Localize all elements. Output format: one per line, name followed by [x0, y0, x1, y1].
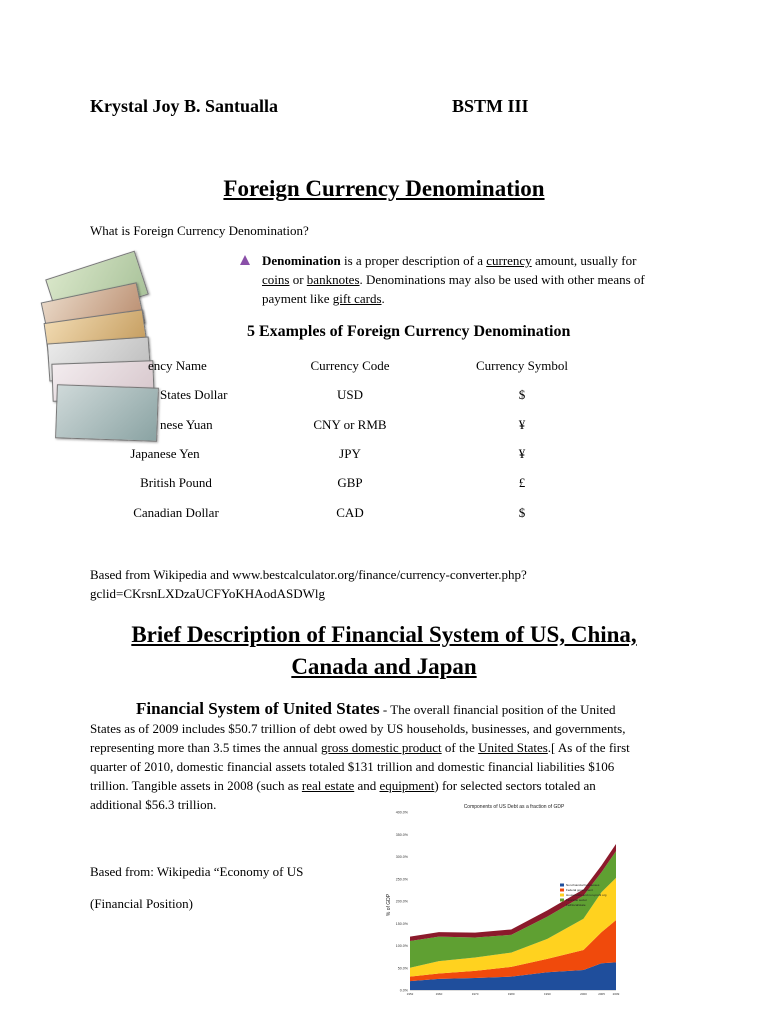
definition-paragraph: Denomination is a proper description of a currency amount, usually for coins or banknotes. Denominations may also be used with other means of payment like gift cards. [262, 253, 645, 306]
link-currency[interactable]: currency [486, 253, 532, 268]
legend-swatch [560, 904, 564, 907]
x-tick-label: 1952 [406, 992, 414, 996]
source2-line-1: Based from: Wikipedia “Economy of US [90, 864, 304, 879]
section-title-line-1: Brief Description of Financial System of US, China, [131, 622, 637, 647]
link-real-estate[interactable]: real estate [301, 778, 355, 793]
link-united-states[interactable]: United States [478, 740, 548, 755]
chart-title: Components of US Debt as a fraction of GDP [463, 804, 565, 810]
legend-label: Federal government [566, 888, 593, 892]
table-cell: nese Yuan [160, 417, 213, 432]
table-cell: Canadian Dollar [133, 505, 219, 520]
table-cell: GBP [337, 475, 363, 490]
y-tick-label: 0.0% [399, 988, 408, 993]
us-paragraph: Financial System of United States - The overall financial position of the United States as of 2009 includes $50.7 trillion of debt owed by US households, businesses, and governments, representing more than 3.5 times the annual gross domestic product of the United States.[ As of the first quarter of 2010, domestic financial assets totaled $131 trillion and domestic financial liabilities $106 trillion. Tangible assets in 2008 (such as real estate and equipment) for selected sectors totaled an additional $56.3 trillion. [90, 699, 630, 812]
x-tick-label: 1980 [507, 992, 515, 996]
us-debt-chart [384, 800, 618, 998]
legend-swatch [560, 889, 564, 892]
source-line-1: Based from Wikipedia and www.bestcalculator.org/finance/currency-converter.php? [90, 567, 527, 582]
legend-label: Households and non-profit org [566, 893, 607, 897]
x-tick-label: 2000 [580, 992, 587, 996]
table-cell: CNY or RMB [313, 417, 387, 432]
bullet-icon [240, 255, 250, 265]
legend-swatch [560, 884, 564, 887]
x-tick-label: 2009 [612, 992, 620, 996]
table-cell: USD [336, 387, 363, 402]
x-tick-label: 1970 [471, 992, 479, 996]
table-cell: British Pound [140, 475, 212, 490]
author-name: Krystal Joy B. Santualla [90, 96, 279, 116]
banknotes-image [38, 258, 160, 450]
y-tick-label: 100.0% [395, 944, 408, 948]
legend-label: Non-financial businesses [566, 883, 600, 887]
source-line-2: gclid=CKrsnLXDzaUCFYoKHAodASDWlg [90, 586, 325, 601]
table-cell: Japanese Yen [130, 446, 200, 461]
table-cell: ¥ [518, 417, 526, 432]
y-tick-label: 400.0% [395, 810, 408, 815]
link-coins[interactable]: coins [262, 272, 290, 287]
col-header-name: ency Name [148, 358, 207, 373]
y-tick-label: 350.0% [395, 832, 408, 837]
table-cell: CAD [336, 505, 364, 520]
link-gift-cards[interactable]: gift cards [332, 291, 382, 306]
table-cell: $ [518, 387, 526, 402]
chart-ylabel: % of GDP [386, 893, 392, 917]
chart-svg [384, 800, 618, 998]
table-cell: States Dollar [160, 387, 228, 402]
link-banknotes[interactable]: banknotes [306, 272, 360, 287]
course-label: BSTM III [452, 96, 529, 116]
table-cell: JPY [339, 446, 361, 461]
x-tick-label: 1990 [543, 992, 551, 996]
table-cell: £ [518, 475, 526, 490]
table-cell: ¥ [518, 446, 526, 461]
y-tick-label: 150.0% [395, 921, 408, 926]
section-title-line-2: Canada and Japan [291, 654, 477, 679]
table-cell: $ [518, 505, 526, 520]
col-header-code: Currency Code [310, 358, 390, 373]
legend-swatch [560, 894, 564, 897]
legend-label: Financial sector [566, 898, 588, 902]
y-tick-label: 300.0% [395, 855, 408, 859]
definition-term: Denomination [262, 253, 341, 268]
x-tick-label: 2005 [598, 992, 605, 996]
x-tick-label: 1960 [435, 992, 443, 996]
link-equipment[interactable]: equipment [379, 778, 435, 793]
link-gdp[interactable]: gross domestic product [321, 740, 442, 755]
page-title: Foreign Currency Denomination [223, 176, 545, 201]
y-tick-label: 250.0% [395, 877, 408, 882]
definition-bullet [240, 251, 250, 270]
y-tick-label: 50.0% [397, 966, 408, 971]
col-header-symbol: Currency Symbol [475, 358, 569, 373]
legend-label: Fed/local/state [566, 903, 586, 907]
examples-heading: 5 Examples of Foreign Currency Denomination [247, 323, 571, 340]
source2-line-2: (Financial Position) [90, 896, 193, 911]
legend-swatch [560, 899, 564, 902]
question-text: What is Foreign Currency Denomination? [90, 223, 309, 238]
us-heading: Financial System of United States [136, 699, 380, 718]
y-tick-label: 200.0% [395, 899, 408, 904]
